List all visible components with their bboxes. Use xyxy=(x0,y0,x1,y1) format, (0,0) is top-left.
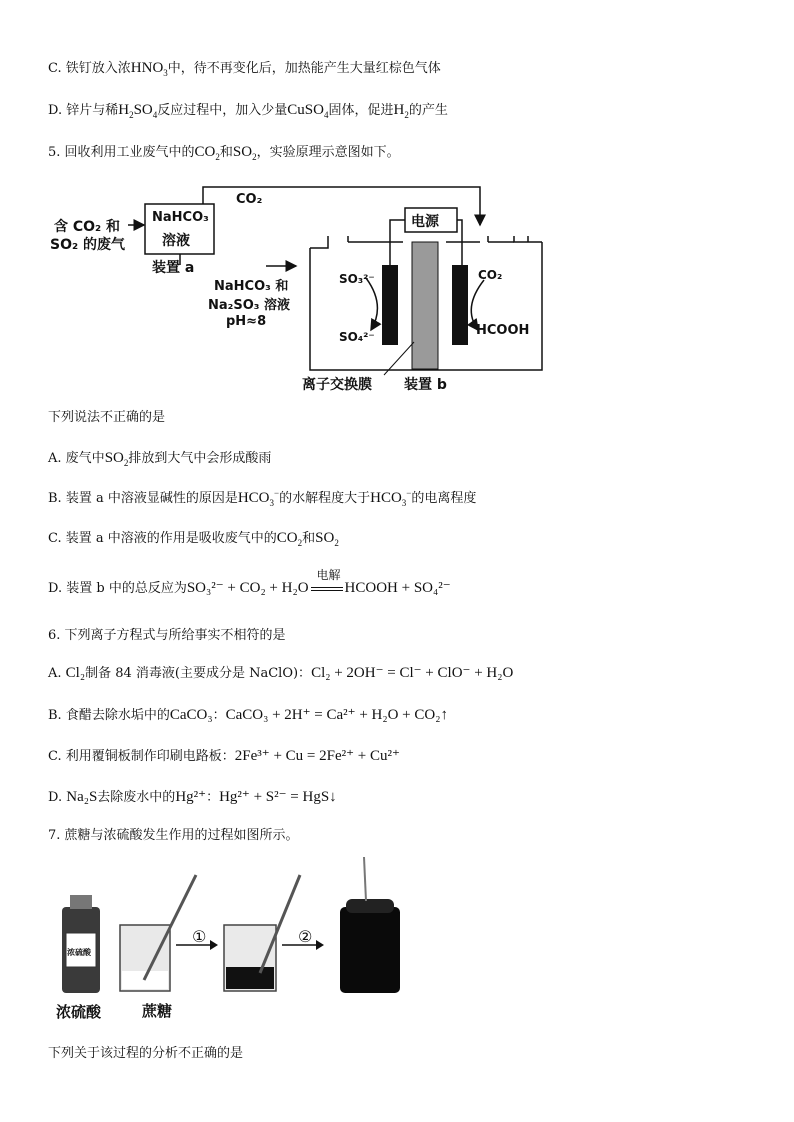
q5-option-b: B. 装置 a 中溶液显碱性的原因是$HCO_3^-$的水解程度大于$HCO_3^-$的电离程度 xyxy=(48,488,477,508)
co2-right-label: CO₂ xyxy=(478,268,503,282)
electrolysis-sign: 电解 xyxy=(309,578,345,598)
waste-gas-label-2: SO₂ 的废气 xyxy=(50,237,125,253)
q6-option-d: D. Na₂S去除废水中的Hg²⁺：Hg²⁺ + S²⁻ = HgS↓ xyxy=(48,789,337,805)
q6-option-a: A. Cl₂制备 84 消毒液(主要成分是 NaClO)：Cl₂ + 2OH⁻ = Cl⁻ + ClO⁻ + H₂O xyxy=(48,665,514,681)
so3-label: SO₃²⁻ xyxy=(339,272,375,286)
co2-top-label: CO₂ xyxy=(236,192,263,207)
q7-prompt: 下列关于该过程的分析不正确的是 xyxy=(48,1046,244,1061)
q7-stem: 7. 蔗糖与浓硫酸发生作用的过程如图所示。 xyxy=(48,828,299,843)
q5-prompt: 下列说法不正确的是 xyxy=(48,410,166,425)
q7-figure xyxy=(48,855,408,1030)
q5-option-c: C. 装置 a 中溶液的作用是吸收废气中的$CO_2$和$SO_2$ xyxy=(48,530,339,548)
q5-option-d: D. 装置 b 中的总反应为SO₃²⁻ + CO₂ + H₂O 电解 HCOOH + SO₄²⁻ xyxy=(48,568,451,596)
sugar-label: 蔗糖 xyxy=(142,1002,173,1020)
q6-option-b: B. 食醋去除水垢中的CaCO₃：CaCO₃ + 2H⁺ = Ca²⁺ + H₂O + CO₂↑ xyxy=(48,707,448,723)
device-b-label: 装置 b xyxy=(404,377,447,393)
power-label: 电源 xyxy=(411,214,439,230)
solution-label-3: pH≈8 xyxy=(226,314,267,329)
q7-figure-drawing xyxy=(48,855,408,1030)
q6-stem: 6. 下列离子方程式与所给事实不相符的是 xyxy=(48,628,286,643)
acid-label: 浓硫酸 xyxy=(56,1003,102,1021)
waste-gas-label-1: 含 CO₂ 和 xyxy=(54,219,121,235)
q5-diagram-lines xyxy=(48,180,548,395)
step-1-label: ① xyxy=(192,927,207,946)
box-a-label-1: NaHCO₃ xyxy=(152,210,209,225)
q5-option-a: A. 废气中$SO_2$排放到大气中会形成酸雨 xyxy=(48,450,272,468)
step-2-label: ② xyxy=(298,927,313,946)
so4-label: SO₄²⁻ xyxy=(339,330,375,344)
hcooh-label: HCOOH xyxy=(476,323,530,338)
box-a-label-2: 溶液 xyxy=(162,233,190,249)
q6-option-c: C. 利用覆铜板制作印刷电路板：2Fe³⁺ + Cu = 2Fe²⁺ + Cu²⁺ xyxy=(48,748,400,764)
bottle-label: 浓硫酸 xyxy=(67,948,91,957)
q5-stem: 5. 回收利用工业废气中的$CO_2$和$SO_2$，实验原理示意图如下。 xyxy=(48,144,400,162)
q5-diagram xyxy=(48,180,548,395)
q4-option-c: C. 铁钉放入浓$HNO_3$中，待不再变化后，加热能产生大量红棕色气体 xyxy=(48,60,441,78)
solution-label-2: Na₂SO₃ 溶液 xyxy=(208,298,290,313)
q4-option-d: D. 锌片与稀$H_2SO_4$反应过程中，加入少量CuSO$_4$固体，促进$H_2$的产生 xyxy=(48,102,448,120)
device-a-label: 装置 a xyxy=(152,260,195,276)
beaker-3 xyxy=(340,907,400,993)
solution-label-1: NaHCO₃ 和 xyxy=(214,279,289,294)
membrane-label: 离子交换膜 xyxy=(302,377,372,393)
